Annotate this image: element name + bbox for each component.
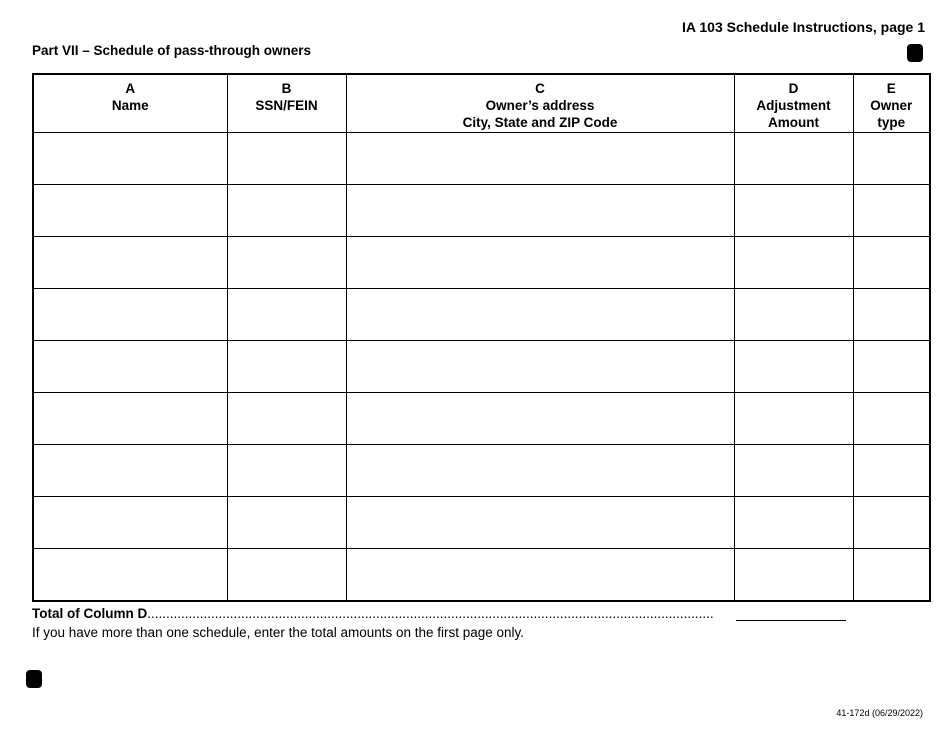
column-subtitle: type xyxy=(877,115,906,130)
column-title: Adjustment xyxy=(756,98,831,113)
owners-table xyxy=(32,73,931,602)
cell-address xyxy=(346,132,734,184)
cell-ssn-fein xyxy=(227,340,346,392)
address-input[interactable] xyxy=(347,549,734,600)
column-header-ssn xyxy=(227,74,346,132)
cell-adjustment-amount xyxy=(734,340,853,392)
adjustment-amount-input[interactable] xyxy=(735,445,853,496)
cell-adjustment-amount xyxy=(734,444,853,496)
name-input[interactable] xyxy=(34,393,227,444)
cell-ssn-fein xyxy=(227,548,346,601)
ssn-fein-input[interactable] xyxy=(228,445,346,496)
cell-adjustment-amount xyxy=(734,236,853,288)
ssn-fein-input[interactable] xyxy=(228,289,346,340)
cell-owner-type xyxy=(853,288,930,340)
cell-owner-type xyxy=(853,392,930,444)
column-letter: C xyxy=(535,81,545,96)
cell-address xyxy=(346,184,734,236)
address-input[interactable] xyxy=(347,133,734,184)
page-header: IA 103 Schedule Instructions, page 1 xyxy=(682,19,925,35)
owner-type-input[interactable] xyxy=(854,237,930,288)
cell-adjustment-amount xyxy=(734,548,853,601)
owner-type-input[interactable] xyxy=(854,289,930,340)
cell-name xyxy=(33,392,227,444)
adjustment-amount-input[interactable] xyxy=(735,289,853,340)
column-title: Owner xyxy=(870,98,913,113)
column-letter: D xyxy=(788,81,799,96)
cell-name xyxy=(33,288,227,340)
name-input[interactable] xyxy=(34,237,227,288)
adjustment-amount-input[interactable] xyxy=(735,393,853,444)
cell-name xyxy=(33,444,227,496)
name-input[interactable] xyxy=(34,497,227,548)
instruction-note: If you have more than one schedule, enter the total amounts on the first page only. xyxy=(32,625,525,640)
table-row xyxy=(33,444,930,496)
address-input[interactable] xyxy=(347,445,734,496)
cell-adjustment-amount xyxy=(734,392,853,444)
name-input[interactable] xyxy=(34,133,227,184)
cell-ssn-fein xyxy=(227,236,346,288)
cell-address xyxy=(346,392,734,444)
cell-ssn-fein xyxy=(227,132,346,184)
cell-owner-type xyxy=(853,548,930,601)
cell-owner-type xyxy=(853,496,930,548)
cell-adjustment-amount xyxy=(734,184,853,236)
column-header-owner-type xyxy=(853,74,930,132)
cell-address xyxy=(346,496,734,548)
table-row xyxy=(33,340,930,392)
name-input[interactable] xyxy=(34,185,227,236)
registration-mark xyxy=(907,44,923,62)
cell-ssn-fein xyxy=(227,392,346,444)
address-input[interactable] xyxy=(347,497,734,548)
column-subtitle: Amount xyxy=(768,115,819,130)
name-input[interactable] xyxy=(34,445,227,496)
total-row xyxy=(32,606,732,621)
owner-type-input[interactable] xyxy=(854,393,930,444)
cell-name xyxy=(33,236,227,288)
owner-type-input[interactable] xyxy=(854,497,930,548)
cell-address xyxy=(346,288,734,340)
column-title: SSN/FEIN xyxy=(255,98,318,113)
table-row xyxy=(33,288,930,340)
column-header-name xyxy=(33,74,227,132)
column-letter: A xyxy=(125,81,136,96)
table-row xyxy=(33,184,930,236)
cell-name xyxy=(33,496,227,548)
column-letter: E xyxy=(886,81,896,96)
cell-address xyxy=(346,548,734,601)
ssn-fein-input[interactable] xyxy=(228,341,346,392)
name-input[interactable] xyxy=(34,341,227,392)
address-input[interactable] xyxy=(347,185,734,236)
cell-ssn-fein xyxy=(227,184,346,236)
cell-name xyxy=(33,340,227,392)
cell-ssn-fein xyxy=(227,496,346,548)
form-number: 41-172d (06/29/2022) xyxy=(836,708,923,718)
adjustment-amount-input[interactable] xyxy=(735,185,853,236)
adjustment-amount-input[interactable] xyxy=(735,133,853,184)
ssn-fein-input[interactable] xyxy=(228,133,346,184)
cell-name xyxy=(33,548,227,601)
column-title: Owner’s address xyxy=(485,98,595,113)
cell-address xyxy=(346,340,734,392)
table-row xyxy=(33,132,930,184)
owner-type-input[interactable] xyxy=(854,549,930,600)
table-header-row xyxy=(33,74,930,132)
cell-address xyxy=(346,236,734,288)
ssn-fein-input[interactable] xyxy=(228,497,346,548)
table-row xyxy=(33,236,930,288)
adjustment-amount-input[interactable] xyxy=(735,497,853,548)
column-letter: B xyxy=(281,81,292,96)
ssn-fein-input[interactable] xyxy=(228,393,346,444)
table-row xyxy=(33,392,930,444)
cell-name xyxy=(33,132,227,184)
column-header-address xyxy=(346,74,734,132)
cell-ssn-fein xyxy=(227,288,346,340)
name-input[interactable] xyxy=(34,289,227,340)
owner-type-input[interactable] xyxy=(854,445,930,496)
cell-adjustment-amount xyxy=(734,132,853,184)
cell-owner-type xyxy=(853,184,930,236)
cell-owner-type xyxy=(853,340,930,392)
total-column-d-field[interactable] xyxy=(736,620,846,621)
ssn-fein-input[interactable] xyxy=(228,549,346,600)
cell-adjustment-amount xyxy=(734,496,853,548)
column-header-adjustment xyxy=(734,74,853,132)
ssn-fein-input[interactable] xyxy=(228,237,346,288)
cell-adjustment-amount xyxy=(734,288,853,340)
name-input[interactable] xyxy=(34,549,227,600)
address-input[interactable] xyxy=(347,341,734,392)
cell-owner-type xyxy=(853,444,930,496)
adjustment-amount-input[interactable] xyxy=(735,237,853,288)
registration-mark xyxy=(26,670,42,688)
cell-name xyxy=(33,184,227,236)
owner-type-input[interactable] xyxy=(854,341,930,392)
owner-type-input[interactable] xyxy=(854,133,930,184)
address-input[interactable] xyxy=(347,289,734,340)
column-title: Name xyxy=(111,98,149,113)
adjustment-amount-input[interactable] xyxy=(735,549,853,600)
address-input[interactable] xyxy=(347,237,734,288)
adjustment-amount-input[interactable] xyxy=(735,341,853,392)
table-row xyxy=(33,548,930,601)
cell-owner-type xyxy=(853,132,930,184)
cell-address xyxy=(346,444,734,496)
cell-owner-type xyxy=(853,236,930,288)
ssn-fein-input[interactable] xyxy=(228,185,346,236)
table-row xyxy=(33,496,930,548)
part-title: Part VII – Schedule of pass-through owners xyxy=(32,43,312,58)
owner-type-input[interactable] xyxy=(854,185,930,236)
column-subtitle: City, State and ZIP Code xyxy=(462,115,618,130)
leader-dots: ....................................................................................................................................................... xyxy=(147,606,714,621)
address-input[interactable] xyxy=(347,393,734,444)
cell-ssn-fein xyxy=(227,444,346,496)
total-label: Total of Column D xyxy=(32,606,148,621)
